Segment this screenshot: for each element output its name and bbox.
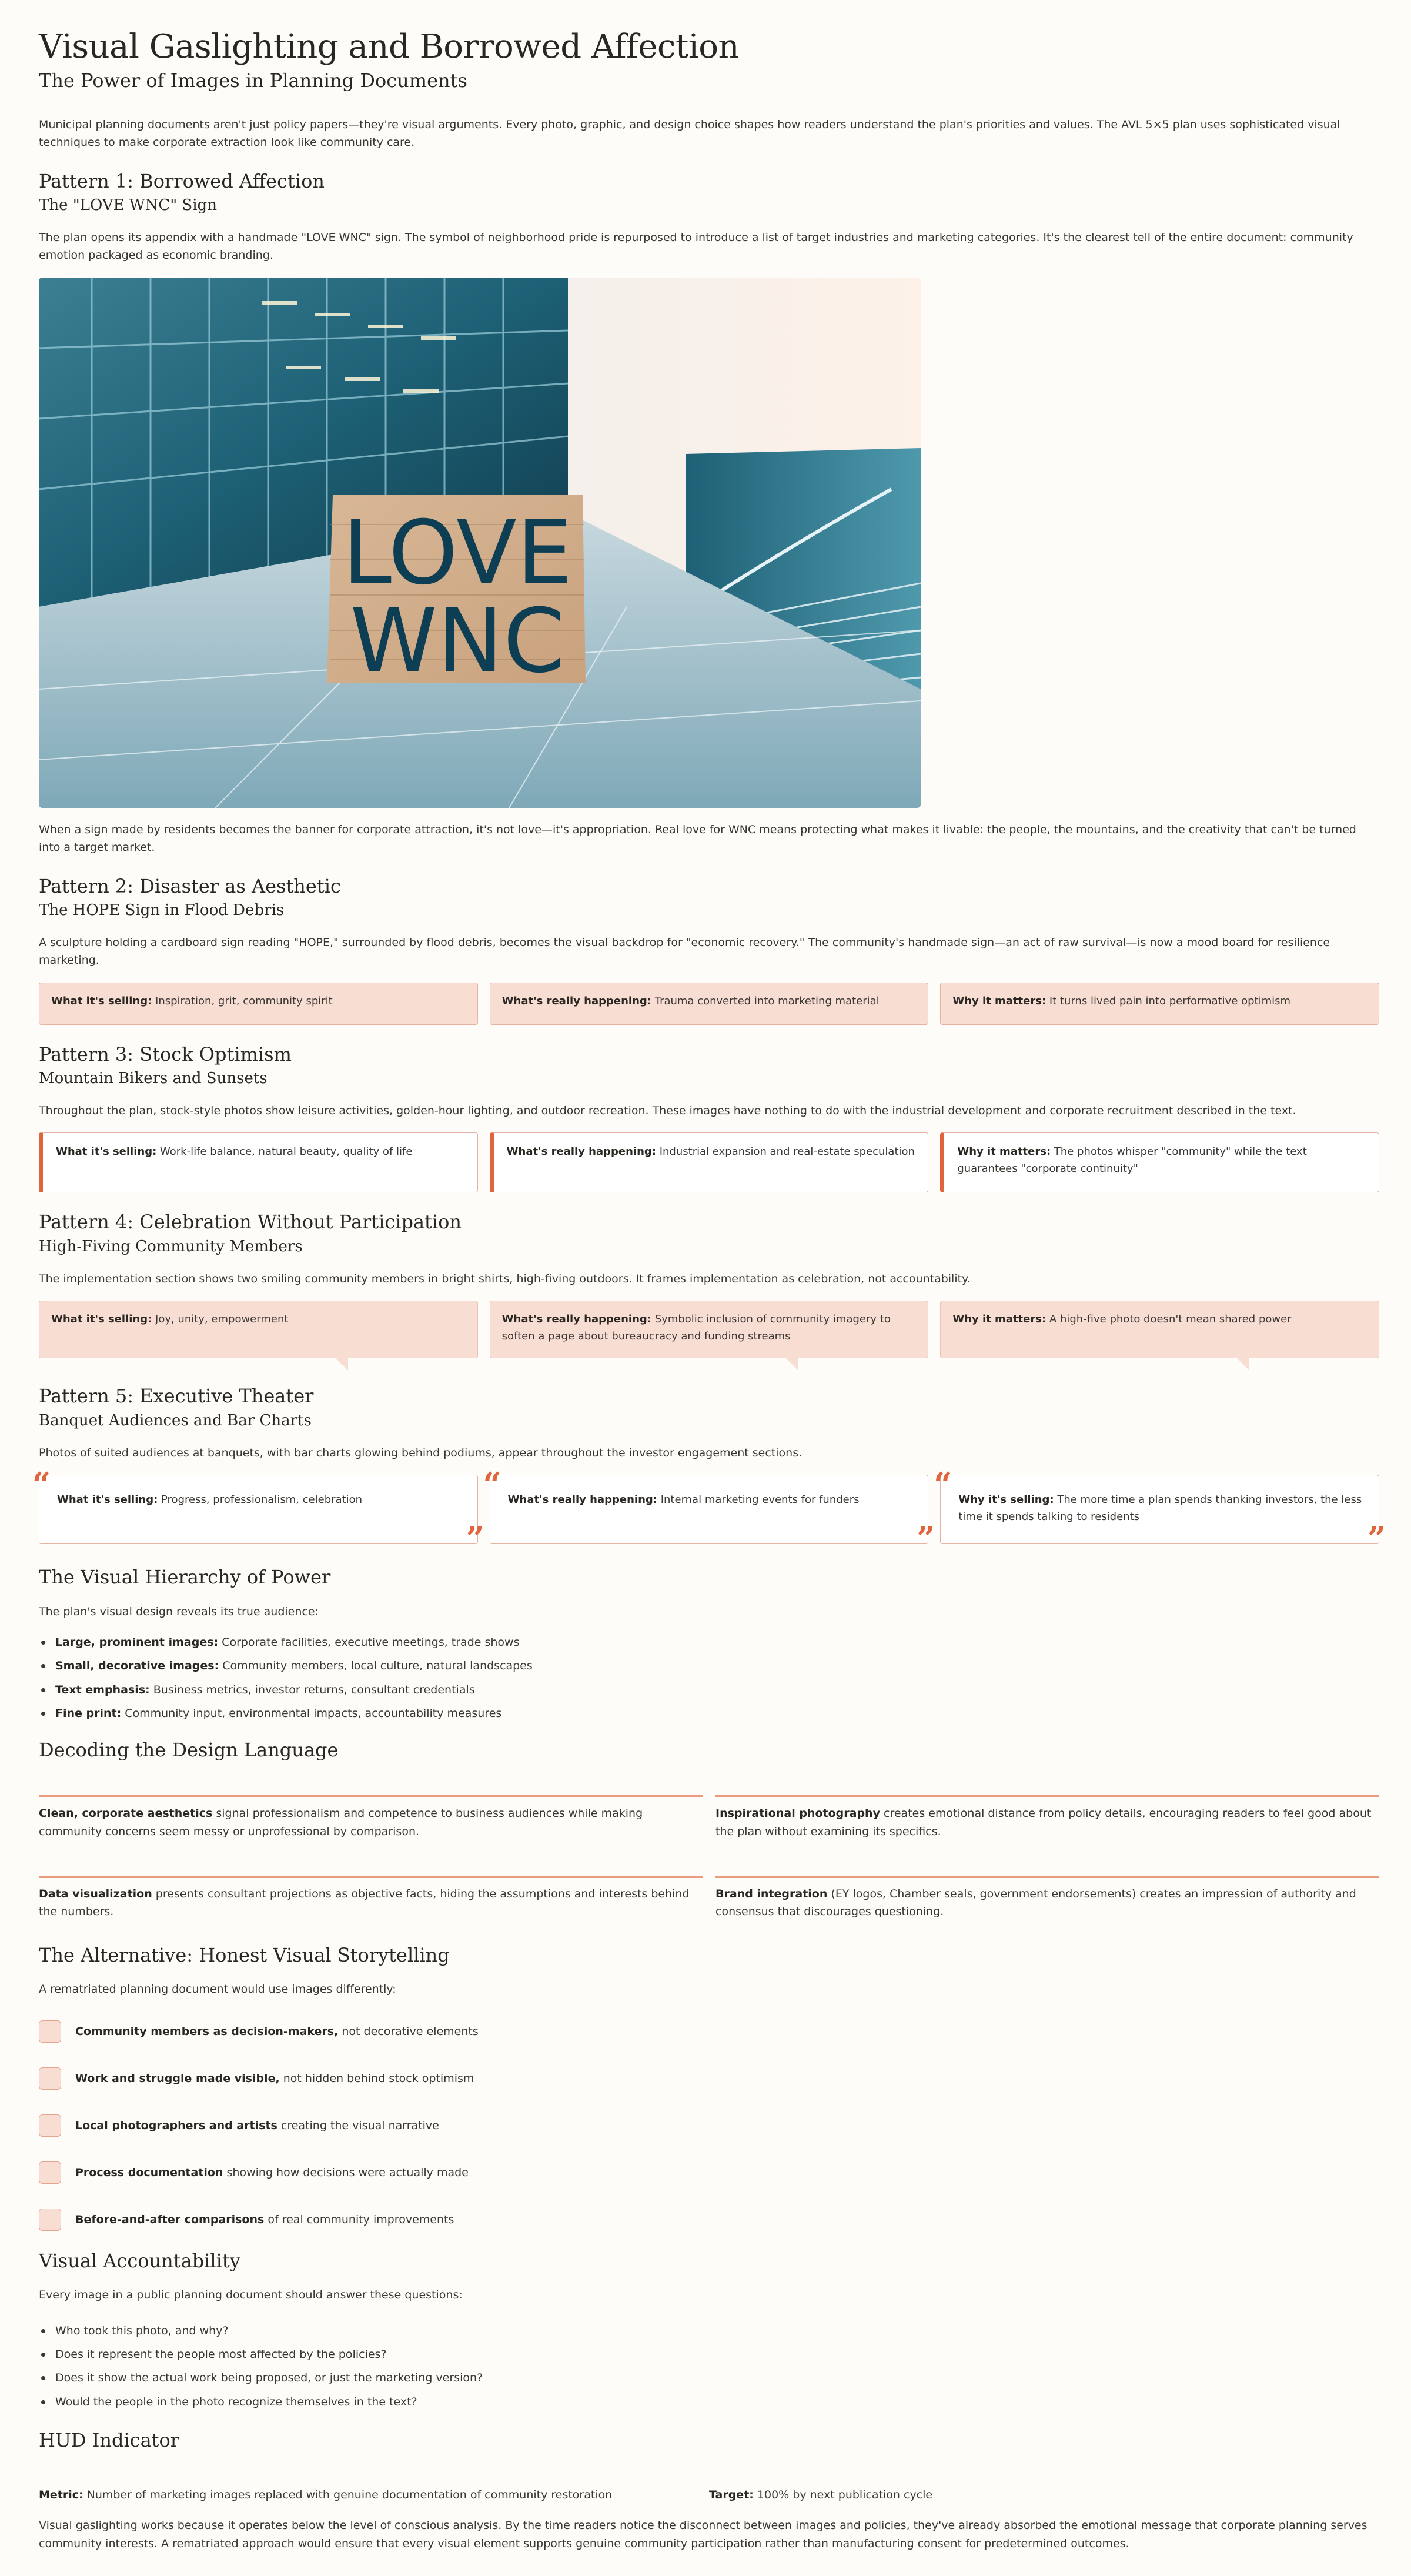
analysis-cards [39,983,1379,1025]
selling-card [39,1301,478,1358]
section-body: A sculpture holding a cardboard sign reading "HOPE," surrounded by flood debris, becomes the visual backdrop for "economic recovery." The community's handmade sign—an act of raw survival—is now a mood board for resilience marketing. [39,935,1330,967]
metric-label: Metric: [39,2488,83,2501]
card-text: It turns lived pain into performative optimism [1049,994,1291,1007]
hierarchy-list [39,1633,1372,1723]
item-text: Corporate facilities, executive meetings, trade shows [222,1636,520,1649]
page-subtitle: The Power of Images in Planning Documents [39,69,467,92]
section-body: The plan's visual design reveals its true audience: [39,1605,319,1618]
decoding-grid [39,1795,1379,1921]
card-text: Industrial expansion and real-estate speculation [659,1145,915,1158]
love-wnc-photo [39,278,921,808]
alternative-section [39,1943,1372,2237]
item-text: creates emotional distance from policy details, encouraging readers to feel good about the plan without examining its specifics. [715,1807,1372,1838]
card-label: What it's selling: [51,1313,152,1326]
item-label: Work and struggle made visible, [75,2072,280,2085]
section-title: Pattern 4: Celebration Without Participation [39,1211,462,1234]
section-body: The plan opens its appendix with a handmade "LOVE WNC" sign. The symbol of neighborhood pride is repurposed to introduce a list of target industries and marketing categories. It's the clearest tell of the entire document: community emotion packaged as economic branding. [39,230,1353,262]
selling-card [39,1132,478,1192]
list-item [39,2202,1372,2237]
matters-card [940,1132,1379,1192]
section-body-after-photo: When a sign made by residents becomes the banner for corporate attraction, it's not love—it's appropriation. Real love for WNC means protecting what makes it livable: the people, the mountains, and the creativity that can't be turned into a target market. [39,823,1356,854]
analysis-cards [39,1132,1379,1192]
item-label: Local photographers and artists [75,2119,277,2132]
section-body: Every image in a public planning document should answer these questions: [39,2288,463,2302]
section-title: Pattern 3: Stock Optimism [39,1043,292,1065]
happening-card [490,983,929,1025]
section-title: The Visual Hierarchy of Power [39,1566,331,1589]
item-text: creating the visual narrative [280,2119,439,2132]
checkbox-icon [39,2209,61,2231]
section-title: Pattern 1: Borrowed Affection [39,169,325,192]
card-label: Why it matters: [952,994,1046,1007]
close-quote-icon: ” [1367,1519,1386,1558]
checkbox-icon [39,2114,61,2137]
section-title: HUD Indicator [39,2429,180,2452]
list-item [39,2155,1372,2190]
page-title: Visual Gaslighting and Borrowed Affection [39,28,740,66]
sign-word-love: LOVE [342,502,573,604]
list-item [39,1657,1372,1675]
happening-card [483,1465,935,1558]
checkbox-icon [39,2161,61,2184]
section-title: Decoding the Design Language [39,1738,339,1761]
matters-card [940,1301,1379,1358]
pattern-2-section [39,874,1372,1025]
item-label: Small, decorative images: [55,1659,219,1673]
card-text: Work-life balance, natural beauty, quality of life [160,1145,413,1158]
hud-section [39,2428,1372,2552]
selling-card [32,1465,484,1558]
section-title: The Alternative: Honest Visual Storytelling [39,1943,450,1966]
item-text: Community input, environmental impacts, accountability measures [125,1707,502,1720]
section-body: A rematriated planning document would use images differently: [39,1983,396,1996]
open-quote-icon: “ [934,1465,952,1503]
intro-paragraph: Municipal planning documents aren't just policy papers—they're visual arguments. Every photo, graphic, and design choice shapes how readers understand the plan's priorities and values. The AVL 5×5 plan uses sophisticated visual techniques to make corporate extraction look like community care. [39,118,1340,149]
question-list [39,2322,1372,2411]
section-body: Photos of suited audiences at banquets, with bar charts glowing behind podiums, appear throughout the investor engagement sections. [39,1446,803,1459]
accountability-section [39,2249,1372,2411]
item-label: Brand integration [715,1887,828,1900]
item-text: (EY logos, Chamber seals, government endorsements) creates an impression of authority and consensus that discourages questioning. [715,1887,1356,1919]
list-item [39,1633,1372,1651]
item-text: Business metrics, investor returns, consultant credentials [153,1683,475,1696]
section-body: Throughout the plan, stock-style photos show leisure activities, golden-hour lighting, and outdoor recreation. These images have nothing to do with the industrial development and corporate recruitment described in the text. [39,1104,1296,1118]
matters-card [940,983,1379,1025]
selling-card [39,983,478,1025]
target-text: 100% by next publication cycle [757,2488,933,2501]
list-item: Would the people in the photo recognize themselves in the text? [39,2393,1372,2411]
closing-paragraph: Visual gaslighting works because it operates below the level of conscious analysis. By the time readers notice the disconnect between images and policies, they've already absorbed the emotional message that corporate planning serves community interests. A rematriated approach would ensure that every visual element supports genuine community participation rather than manufacturing consent for predetermined outcomes. [39,2519,1367,2550]
pattern-1-section [39,169,1372,857]
item-label: Fine print: [55,1707,122,1720]
happening-card [490,1132,929,1192]
item-text: not decorative elements [342,2024,479,2038]
open-quote-icon: “ [32,1465,51,1503]
card-text: Joy, unity, empowerment [155,1313,289,1326]
list-item [39,2108,1372,2143]
item-text: not hidden behind stock optimism [283,2072,474,2085]
alternative-list [39,2014,1372,2237]
item-label: Clean, corporate aesthetics [39,1807,213,1820]
decoding-section [39,1738,1372,1921]
list-item [39,2061,1372,2096]
item-text: of real community improvements [268,2213,454,2226]
list-item: Does it represent the people most affected by the policies? [39,2346,1372,2363]
item-label: Community members as decision-makers, [75,2024,339,2038]
card-text: Symbolic inclusion of community imagery to soften a page about bureaucracy and funding streams [501,1313,891,1343]
hud-metric [39,2486,709,2504]
list-item [39,1705,1372,1722]
card-label: Why it matters: [957,1145,1051,1158]
card-label: Why it matters: [952,1313,1046,1326]
card-text: Progress, professionalism, celebration [161,1494,363,1506]
card-label: What's really happening: [507,1494,657,1506]
close-quote-icon: ” [917,1519,935,1558]
pattern-4-section [39,1210,1372,1358]
item-label: Process documentation [75,2166,223,2179]
card-text: Inspiration, grit, community spirit [155,994,333,1007]
card-label: What it's selling: [51,994,152,1007]
decoding-item [715,1876,1379,1921]
analysis-cards [32,1465,1386,1558]
checkbox-icon [39,2067,61,2090]
item-text: presents consultant projections as objective facts, hiding the assumptions and interests behind the numbers. [39,1887,690,1919]
matters-card [934,1465,1386,1558]
page-header [39,27,1372,152]
item-text: Community members, local culture, natural landscapes [222,1659,533,1673]
item-label: Inspirational photography [715,1807,880,1820]
pattern-5-section [32,1384,1386,1558]
decoding-item [715,1795,1379,1840]
card-label: What's really happening: [506,1145,656,1158]
section-title: Pattern 5: Executive Theater [39,1385,314,1408]
target-label: Target: [709,2488,754,2501]
section-body: The implementation section shows two smiling community members in bright shirts, high-fiving outdoors. It frames implementation as celebration, not accountability. [39,1272,971,1285]
hud-row [39,2486,1379,2504]
decoding-item [39,1876,703,1921]
happening-card [490,1301,929,1358]
decoding-item [39,1795,703,1840]
card-text: Internal marketing events for funders [660,1494,860,1506]
card-label: What's really happening: [501,994,651,1007]
hierarchy-section [39,1565,1372,1723]
card-label: Why it's selling: [958,1494,1054,1506]
section-subtitle: The "LOVE WNC" Sign [39,196,217,215]
card-text: A high-five photo doesn't mean shared power [1049,1313,1292,1326]
card-label: What's really happening: [501,1313,651,1326]
card-label: What it's selling: [56,1145,157,1158]
hud-target [709,2486,1379,2504]
sign-word-wnc: WNC [350,590,565,693]
list-item: Does it show the actual work being proposed, or just the marketing version? [39,2369,1372,2387]
section-subtitle: Mountain Bikers and Sunsets [39,1070,268,1088]
item-label: Data visualization [39,1887,152,1900]
list-item [39,2014,1372,2049]
card-text: The more time a plan spends thanking investors, the less time it spends talking to residents [958,1494,1362,1523]
item-label: Before-and-after comparisons [75,2213,265,2226]
metric-text: Number of marketing images replaced with genuine documentation of community restoration [86,2488,613,2501]
pattern-3-section [39,1043,1372,1193]
item-text: signal professionalism and competence to business audiences while making community concerns seem messy or unprofessional by comparison. [39,1807,643,1838]
section-subtitle: The HOPE Sign in Flood Debris [39,901,285,920]
open-quote-icon: “ [483,1465,501,1503]
card-label: What it's selling: [57,1494,158,1506]
section-subtitle: Banquet Audiences and Bar Charts [39,1411,312,1429]
item-text: showing how decisions were actually made [226,2166,469,2179]
analysis-cards [39,1301,1379,1358]
card-text: Trauma converted into marketing material [654,994,880,1007]
item-label: Text emphasis: [55,1683,150,1696]
list-item: Who took this photo, and why? [39,2322,1372,2340]
section-subtitle: High-Fiving Community Members [39,1238,303,1256]
item-label: Large, prominent images: [55,1636,219,1649]
list-item [39,1681,1372,1699]
checkbox-icon [39,2020,61,2043]
card-text: The photos whisper "community" while the text guarantees "corporate continuity" [957,1145,1307,1175]
close-quote-icon: ” [466,1519,484,1558]
section-title: Pattern 2: Disaster as Aesthetic [39,874,341,897]
section-title: Visual Accountability [39,2249,240,2272]
